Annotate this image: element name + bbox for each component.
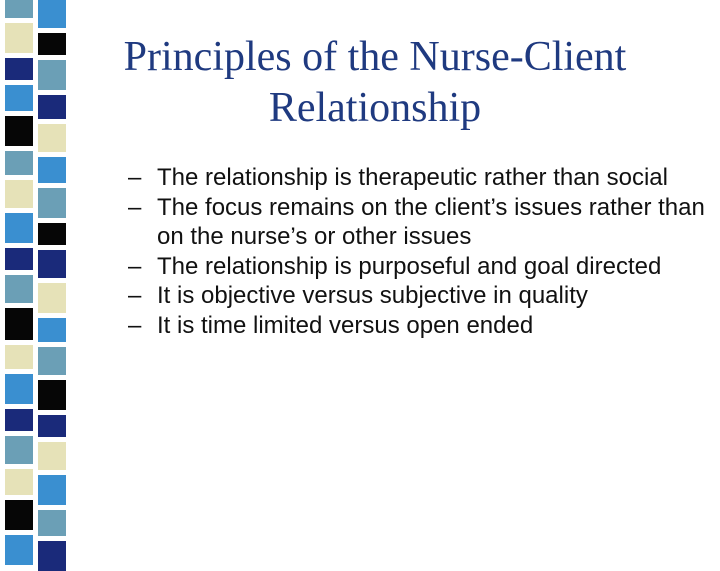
- stripe-block: [38, 250, 66, 278]
- stripe-block: [38, 318, 66, 342]
- bullet-item: [128, 252, 708, 282]
- bullet-text: The relationship is therapeutic rather than social: [157, 164, 668, 191]
- stripe-block: [38, 95, 66, 119]
- stripe-block: [38, 0, 66, 28]
- stripe-block: [5, 58, 33, 80]
- stripe-block: [38, 541, 66, 571]
- stripe-block: [38, 33, 66, 55]
- stripe-block: [5, 180, 33, 208]
- bullet-text: It is time limited versus open ended: [157, 311, 534, 339]
- bullet-dash: –: [128, 252, 142, 280]
- slide-title-line-2: Relationship: [268, 85, 482, 131]
- stripe-column-right: [38, 0, 66, 540]
- stripe-block: [38, 475, 66, 505]
- stripe-block: [38, 60, 66, 90]
- stripe-block: [38, 347, 66, 375]
- stripe-block: [5, 275, 33, 303]
- stripe-block: [5, 151, 33, 175]
- slide-title-line-1: Principles of the Nurse-Client: [123, 34, 627, 80]
- stripe-block: [38, 415, 66, 437]
- stripe-block: [5, 0, 33, 18]
- bullet-list: [128, 163, 708, 340]
- stripe-block: [38, 124, 66, 152]
- stripe-block: [38, 442, 66, 470]
- bullet-dash: –: [128, 282, 142, 309]
- stripe-block: [38, 188, 66, 218]
- stripe-block: [5, 374, 33, 404]
- bullet-item: [128, 311, 708, 341]
- bullet-text: The relationship is purposeful and goal directed: [157, 252, 662, 280]
- bullet-item: [128, 281, 708, 311]
- bullet-text: It is objective versus subjective in quality: [157, 282, 588, 309]
- stripe-block: [5, 436, 33, 464]
- bullet-dash: –: [128, 164, 142, 191]
- stripe-block: [5, 345, 33, 369]
- decorative-stripe-border: [0, 0, 70, 540]
- stripe-block: [38, 283, 66, 313]
- bullet-text: The focus remains on the client’s issues rather than on the nurse’s or other issues: [157, 193, 705, 250]
- stripe-block: [5, 248, 33, 270]
- stripe-block: [5, 409, 33, 431]
- bullet-dash: –: [128, 193, 142, 221]
- bullet-dash: –: [128, 311, 142, 339]
- stripe-column-left: [5, 0, 33, 540]
- stripe-block: [5, 500, 33, 530]
- slide-title: [90, 32, 660, 134]
- stripe-block: [5, 469, 33, 495]
- stripe-block: [5, 213, 33, 243]
- stripe-block: [5, 116, 33, 146]
- stripe-block: [5, 308, 33, 340]
- bullet-item: [128, 163, 708, 193]
- stripe-block: [38, 380, 66, 410]
- stripe-block: [38, 223, 66, 245]
- stripe-block: [38, 157, 66, 183]
- stripe-block: [38, 510, 66, 536]
- bullet-item: [128, 193, 708, 252]
- stripe-block: [5, 85, 33, 111]
- stripe-block: [5, 23, 33, 53]
